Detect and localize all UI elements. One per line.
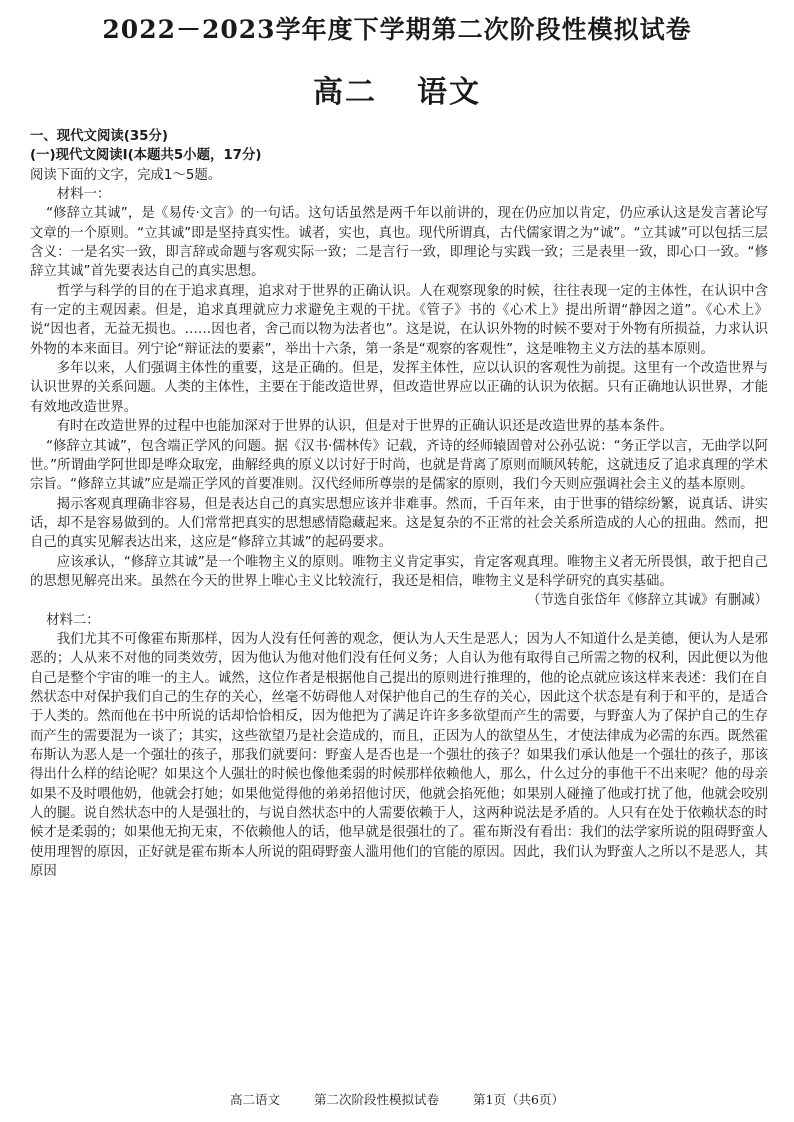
material-one-label: 材料一： xyxy=(56,187,111,203)
material-one-paragraph: “修辞立其诚”，包含端正学风的问题。据《汉书·儒林传》记载，齐诗的经师辕固曾对公孙弘说：“务正学以言，无曲学以阿世。”所谓曲学阿世即是哗众取宠，曲解经典的原义以讨好于时尚，也就是背离了原则而顺风转舵，这就违反了追求真理的学术宗旨。“修辞立其诚”应是端正学风的首要准则。汉代经师所尊崇的是儒家的原则，我们今天则应强调社会主义的基本原则。 xyxy=(30,438,768,493)
reading-instruction: 阅读下面的文字，完成1～5题。 xyxy=(30,167,222,183)
subject-label: 语文 xyxy=(417,75,481,110)
reading-section xyxy=(30,127,768,881)
subsection-heading: (一)现代文阅读Ⅰ(本题共5小题，17分) xyxy=(30,148,262,164)
exam-title: 2022－2023学年度下学期第二次阶段性模拟试卷 xyxy=(102,15,692,44)
material-one-source: （节选自张岱年《修辞立其诚》有删减） xyxy=(526,593,768,609)
material-one-paragraph: 哲学与科学的目的在于追求真理，追求对于世界的正确认识。人在观察现象的时候，往往表现一定的主体性，在认识中含有一定的主观因素。但是，追求真理就应力求避免主观的干扰。《管子》书的《心术上》提出所谓“静因之道”。《心术上》说“因也者，无益无损也。……因也者，舍己而以物为法者也”。这是说，在认识外物的时候不要对于外物有所损益，力求认识外物的本来面目。列宁论“辩证法的要素”，举出十六条，第一条是“观察的客观性”，这是唯物主义方法的基本原则。 xyxy=(30,283,768,357)
footer-page-number: 第1页（共6页） xyxy=(473,1092,564,1107)
footer-course: 高二语文 xyxy=(230,1092,281,1107)
material-one-paragraph: 应该承认，“修辞立其诚”是一个唯物主义的原则。唯物主义肯定事实，肯定客观真理。唯物主义者无所畏惧，敢于把自己的思想见解亮出来。虽然在今天的世界上唯心主义比较流行，我还是相信，唯物主义是科学研究的真实基础。 xyxy=(30,554,768,589)
material-two-paragraph: 我们尤其不可像霍布斯那样，因为人没有任何善的观念，便认为人天生是恶人；因为人不知道什么是美德，便认为人是邪恶的；人从来不对他的同类效劳，因为他认为他对他们没有任何义务；人自认为他有取得自己所需之物的权利，因此便以为他自己是整个宇宙的唯一的主人。诚然，这位作者是根据他自己提出的原则进行推理的，他的论点就应该这样来表述：我们在自然状态中对保护我们自己的生存的关心，丝毫不妨碍他人对保护他自己的生存的关心，因此这个状态是有利于和平的，是适合于人类的。然而他在书中所说的话却恰恰相反，因为他把为了满足许许多多欲望而产生的需要，与野蛮人为了保护自己的生存而产生的需要混为一谈了；其实，这些欲望乃是社会造成的，而且，正因为人的欲望丛生，才使法律成为必需的东西。既然霍布斯认为恶人是一个强壮的孩子，那我们就要问：野蛮人是否也是一个强壮的孩子？如果我们承认他是一个强壮的孩子，那该得出什么样的结论呢？如果这个人强壮的时候也像他柔弱的时候那样依赖他人，那么，什么过分的事他干不出来呢？他的母亲如果不及时喂他奶，他就会打她；如果他觉得他的弟弟招他讨厌，他就会掐死他；如果别人碰撞了他或打扰了他，他就会咬别人的腿。说自然状态中的人是强壮的，与说自然状态中的人需要依赖于人，这两种说法是矛盾的。人只有在处于依赖状态的时候才是柔弱的；如果他无拘无束，不依赖他人的话，他早就是很强壮的了。霍布斯没有看出：我们的法学家所说的阻碍野蛮人使用理智的原因，正好就是霍布斯本人所说的阻碍野蛮人滥用他们的官能的原因。因此，我们认为野蛮人之所以不是恶人，其原因 xyxy=(30,631,768,880)
section-heading: 一、现代文阅读(35分) xyxy=(30,129,168,144)
material-two-label: 材料二： xyxy=(46,612,100,628)
material-one-paragraph: 有时在改造世界的过程中也能加深对于世界的认识，但是对于世界的正确认识还是改造世界的基本条件。 xyxy=(56,419,673,435)
page-footer xyxy=(0,1091,794,1109)
footer-exam-name: 第二次阶段性模拟试卷 xyxy=(314,1092,440,1107)
material-one-paragraph: 揭示客观真理确非容易，但是表达自己的真实思想应该并非难事。然而，千百年来，由于世事的错综纷繁，说真话、讲实话，却不是容易做到的。人们常常把真实的思想感情隐藏起来。这是复杂的不正常的社会关系所造成的人心的扭曲。然而，把自己的真实见解表达出来，这应是“修辞立其诚”的起码要求。 xyxy=(30,496,768,551)
subject-title xyxy=(0,72,794,114)
material-one-paragraph: “修辞立其诚”，是《易传·文言》的一句话。这句话虽然是两千年以前讲的，现在仍应加以肯定，仍应承认这是发言著论写文章的一个原则。“立其诚”即是坚持真实性。诚者，实也，真也。现代所谓真，古代儒家谓之为“诚”。“立其诚”可以包括三层含义：一是名实一致，即言辞或命题与客观实际一致；二是言行一致，即理论与实践一致；三是表里一致，即心口一致。“修辞立其诚”首先要表达自己的真实思想。 xyxy=(30,206,768,280)
grade-label: 高二 xyxy=(313,75,377,110)
material-one-paragraph: 多年以来，人们强调主体性的重要，这是正确的。但是，发挥主体性，应以认识的客观性为前提。这里有一个改造世界与认识世界的关系问题。人类的主体性，主要在于能改造世界，但改造世界应以正确的认识为依据。只有正确地认识世界，才能有效地改造世界。 xyxy=(30,361,768,415)
